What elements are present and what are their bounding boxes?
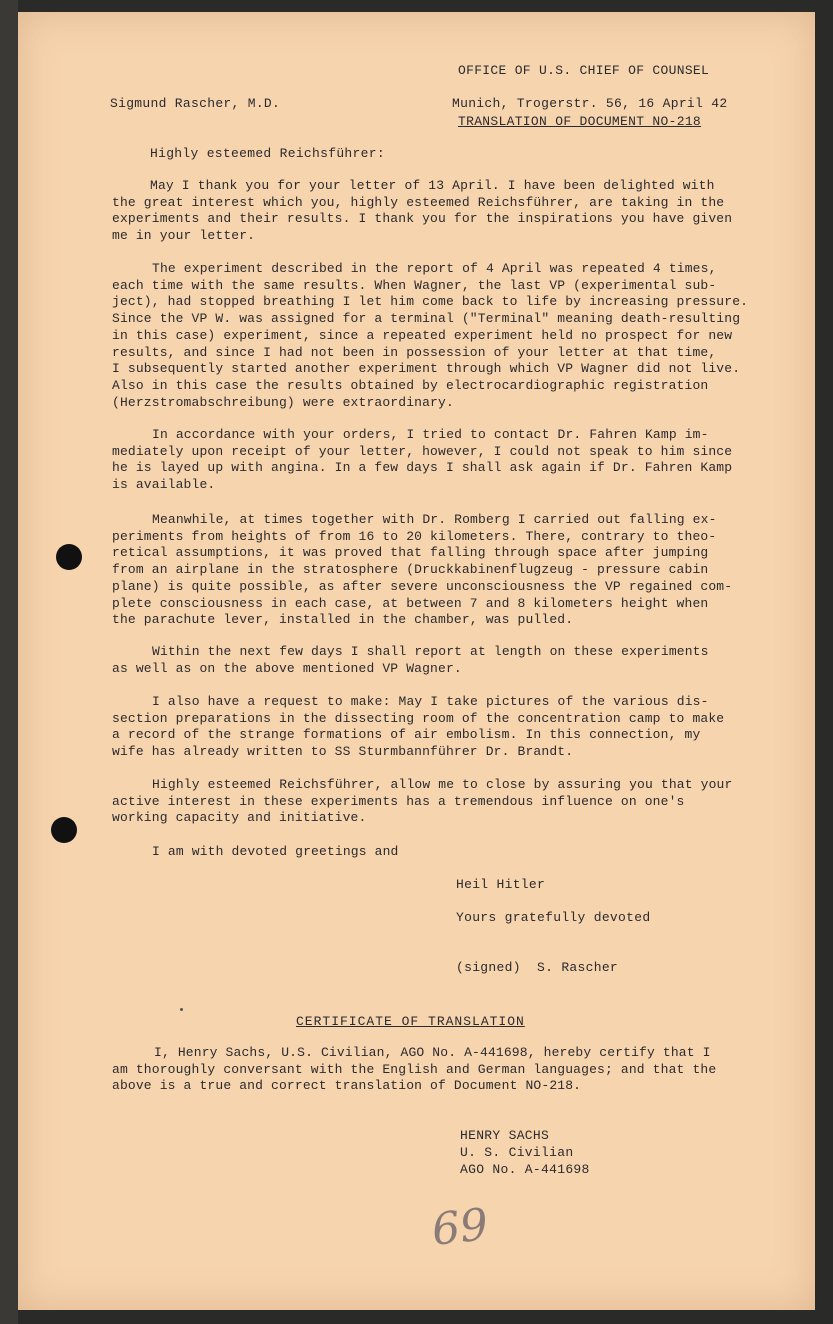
certificate-title: CERTIFICATE OF TRANSLATION xyxy=(296,1014,525,1029)
signer-ago: AGO No. A-441698 xyxy=(460,1162,590,1177)
text-line: (Herzstromabschreibung) were extraordinary. xyxy=(112,394,454,410)
signer-name: HENRY SACHS xyxy=(460,1128,550,1143)
text-line: Highly esteemed Reichsführer, allow me to close by assuring you that your xyxy=(152,777,733,792)
sender: Sigmund Rascher, M.D. xyxy=(110,96,281,111)
text-line: is available. xyxy=(112,477,216,493)
paragraph xyxy=(112,427,772,494)
punch-hole xyxy=(51,817,77,843)
text-line: I am with devoted greetings and xyxy=(152,844,399,859)
paragraph xyxy=(112,178,772,245)
paragraph xyxy=(112,844,772,861)
text-line: the parachute lever, installed in the chamber, was pulled. xyxy=(112,612,574,628)
text-line: ject), had stopped breathing I let him come back to life by increasing pressure. xyxy=(112,294,749,310)
text-line: active interest in these experiments has a tremendous influence on one's xyxy=(112,793,685,809)
text-line: Meanwhile, at times together with Dr. Romberg I carried out falling ex- xyxy=(152,512,717,527)
signer-title: U. S. Civilian xyxy=(460,1145,574,1160)
paragraph xyxy=(112,644,772,677)
text-line: a record of the strange formations of air embolism. In this connection, my xyxy=(112,727,701,743)
text-line: he is layed up with angina. In a few days I shall ask again if Dr. Fahren Kamp xyxy=(112,460,733,476)
text-line: the great interest which you, highly esteemed Reichsführer, are taking in the xyxy=(112,194,725,210)
page-number: 69 xyxy=(429,1199,491,1256)
paragraph xyxy=(112,694,772,761)
text-line: mediately upon receipt of your letter, however, I could not speak to him since xyxy=(112,443,733,459)
text-line: plane) is quite possible, as after severe unconsciousness the VP regained com- xyxy=(112,578,733,594)
text-line: Also in this case the results obtained by electrocardiographic registration xyxy=(112,377,709,393)
page-edge xyxy=(0,0,18,1324)
text-line: May I thank you for your letter of 13 April. I have been delighted with xyxy=(150,178,715,193)
text-line: me in your letter. xyxy=(112,228,256,244)
text-line: results, and since I had not been in possession of your letter at that time, xyxy=(112,344,717,360)
office-header xyxy=(458,28,709,147)
paragraph xyxy=(112,512,772,629)
text-line: from an airplane in the stratosphere (Druckkabinenflugzeug - pressure cabin xyxy=(112,562,709,578)
salutation: Highly esteemed Reichsführer: xyxy=(150,146,385,161)
text-line: wife has already written to SS Sturmbannführer Dr. Brandt. xyxy=(112,744,574,760)
place-date: Munich, Trogerstr. 56, 16 April 42 xyxy=(452,96,728,111)
text-line: The experiment described in the report of 4 April was repeated 4 times, xyxy=(152,261,717,276)
paragraph xyxy=(112,777,772,827)
certificate-body xyxy=(112,1045,772,1095)
text-line: each time with the same results. When Wagner, the last VP (experimental sub- xyxy=(112,277,717,293)
text-line: working capacity and initiative. xyxy=(112,810,367,826)
text-line: periments from heights of from 16 to 20 kilometers. There, contrary to theo- xyxy=(112,528,717,544)
text-line: In accordance with your orders, I tried to contact Dr. Fahren Kamp im- xyxy=(152,427,709,442)
text-line: Within the next few days I shall report at length on these experiments xyxy=(152,644,709,659)
text-line: Since the VP W. was assigned for a terminal ("Terminal" meaning death-resulting xyxy=(112,311,741,327)
closing-signed: (signed) S. Rascher xyxy=(456,960,619,975)
text-line: section preparations in the dissecting room of the concentration camp to make xyxy=(112,710,725,726)
text-line: am thoroughly conversant with the English and German languages; and that the xyxy=(112,1061,717,1077)
closing-yours: Yours gratefully devoted xyxy=(456,910,651,925)
text-line: I, Henry Sachs, U.S. Civilian, AGO No. A-441698, hereby certify that I xyxy=(154,1045,711,1060)
text-line: retical assumptions, it was proved that falling through space after jumping xyxy=(112,545,709,561)
header-line-1: OFFICE OF U.S. CHIEF OF COUNSEL xyxy=(458,63,710,78)
paragraph xyxy=(112,261,772,411)
text-line: plete consciousness in each case, at between 7 and 8 kilometers height when xyxy=(112,595,709,611)
text-line: above is a true and correct translation of Document NO-218. xyxy=(112,1078,582,1094)
ink-speck xyxy=(180,1008,183,1011)
header-line-2: TRANSLATION OF DOCUMENT NO-218 xyxy=(458,114,702,129)
text-line: as well as on the above mentioned VP Wagner. xyxy=(112,660,462,676)
punch-hole xyxy=(56,544,82,570)
text-line: I also have a request to make: May I take pictures of the various dis- xyxy=(152,694,709,709)
text-line: in this case) experiment, since a repeated experiment held no prospect for new xyxy=(112,327,733,343)
text-line: I subsequently started another experiment through which VP Wagner did not live. xyxy=(112,361,741,377)
closing-heil: Heil Hitler xyxy=(456,877,546,892)
text-line: experiments and their results. I thank you for the inspirations you have given xyxy=(112,211,733,227)
